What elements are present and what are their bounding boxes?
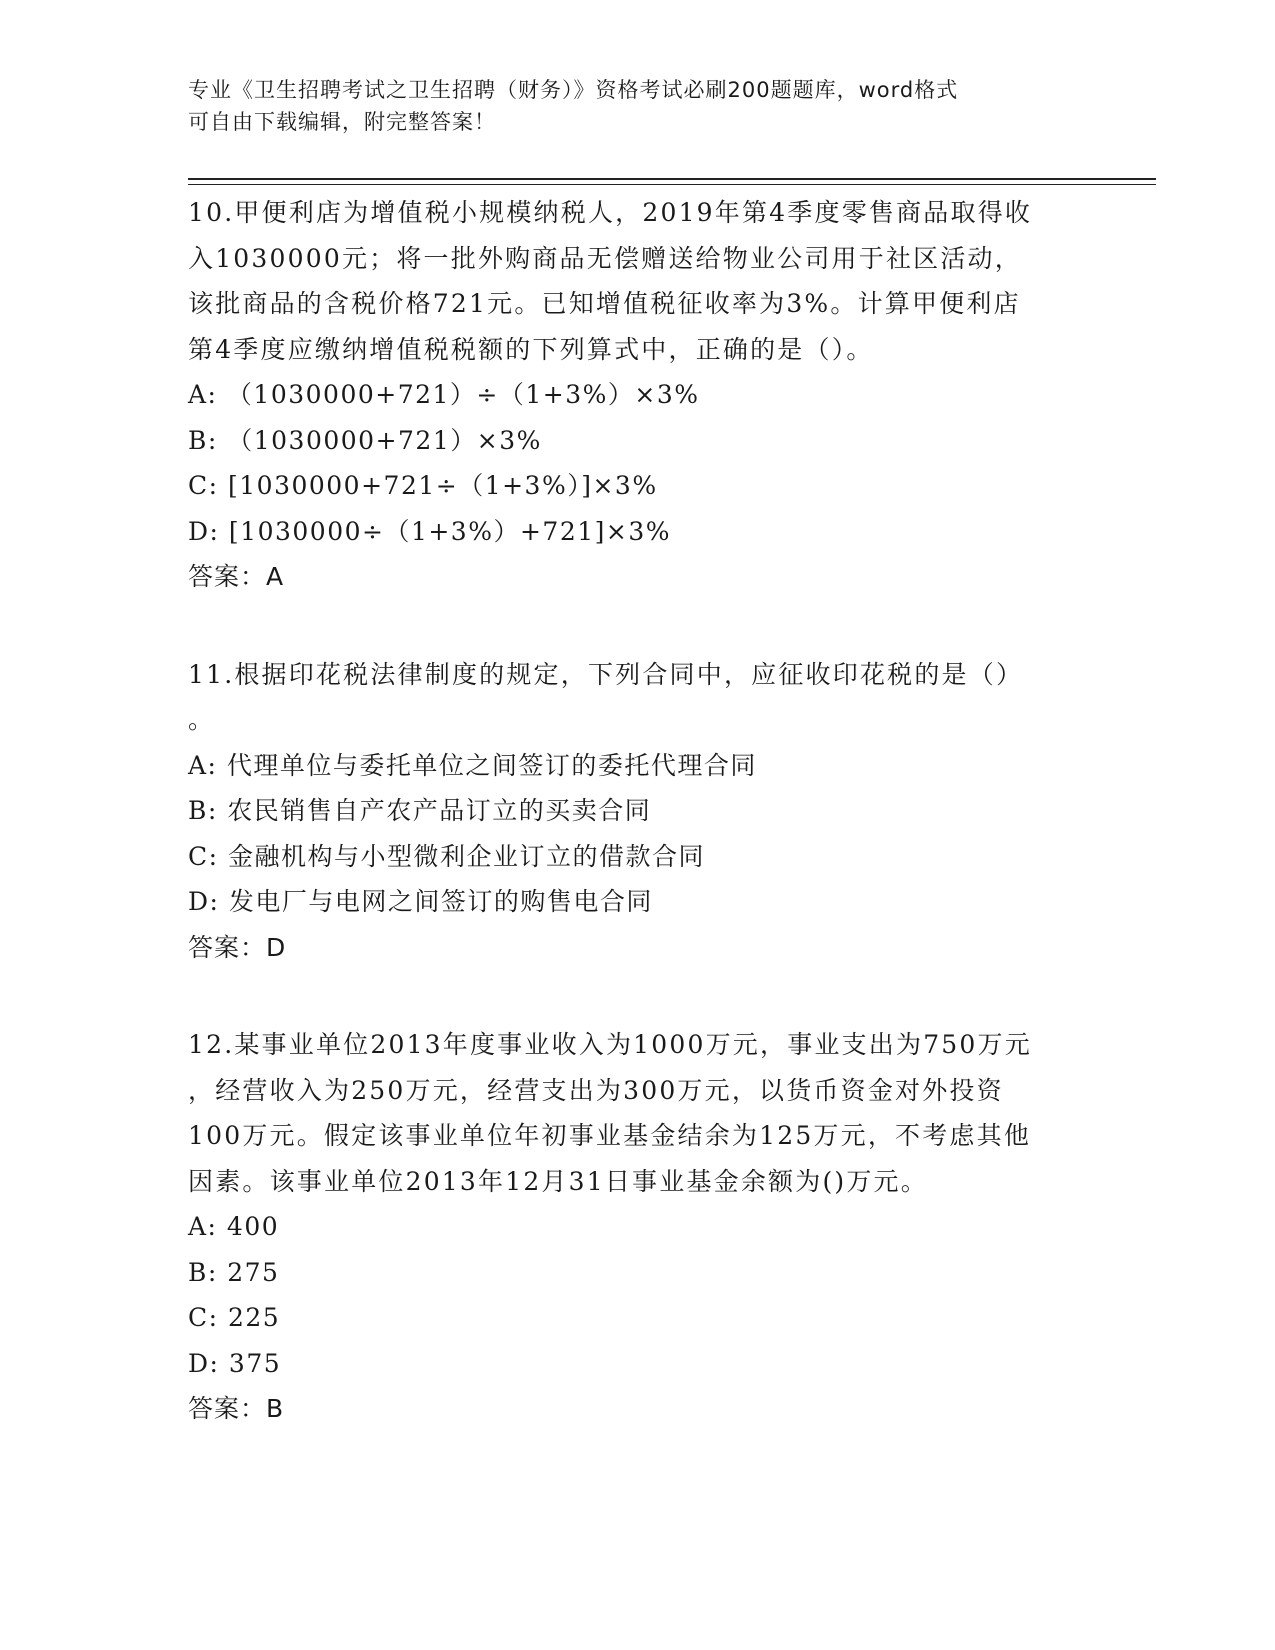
answer-label: 答案：A — [188, 562, 285, 591]
option-b: B: （1030000+721）×3% — [188, 425, 542, 455]
option-b: B: 275 — [188, 1257, 280, 1287]
question-stem-line: 100万元。假定该事业单位年初事业基金结余为125万元，不考虑其他 — [188, 1121, 1032, 1150]
question-stem-line: 第4季度应缴纳增值税税额的下列算式中，正确的是（）。 — [188, 334, 874, 364]
question-stem-line: 因素。该事业单位2013年12月31日事业基金余额为()万元。 — [188, 1166, 928, 1196]
question-stem-line: 该批商品的含税价格721元。已知增值税征收率为3%。计算甲便利店 — [188, 289, 1021, 318]
question-stem-line: ，经营收入为250万元，经营支出为300万元，以货币资金对外投资 — [188, 1075, 1004, 1105]
header-line-2: 可自由下载编辑，附完整答案！ — [188, 110, 496, 134]
header-divider-thick — [188, 178, 1156, 180]
option-a: A: （1030000+721）÷（1+3%）×3% — [188, 380, 700, 409]
option-c: C: 金融机构与小型微利企业订立的借款合同 — [188, 841, 705, 871]
document-header — [188, 74, 1088, 138]
option-a: A: 400 — [188, 1212, 280, 1241]
question-stem-line: 10.甲便利店为增值税小规模纳税人，2019年第4季度零售商品取得收 — [188, 198, 1033, 227]
option-d: D: [1030000÷（1+3%）+721]×3% — [188, 516, 671, 546]
option-b: B: 农民销售自产农产品订立的买卖合同 — [188, 796, 652, 825]
option-d: D: 发电厂与电网之间签订的购售电合同 — [188, 887, 653, 916]
question-10 — [188, 190, 1088, 600]
question-list — [188, 190, 1088, 1432]
header-divider-thin — [188, 184, 1156, 185]
header-line-1: 专业《卫生招聘考试之卫生招聘（财务）》资格考试必刷200题题库，word格式 — [188, 78, 959, 102]
question-stem-line: 入1030000元；将一批外购商品无偿赠送给物业公司用于社区活动， — [188, 243, 1022, 273]
answer-label: 答案：D — [188, 932, 287, 962]
option-c: C: [1030000+721÷（1+3%）]×3% — [188, 471, 658, 500]
question-12 — [188, 1022, 1088, 1432]
question-stem-line: 11.根据印花税法律制度的规定，下列合同中，应征收印花税的是（） — [188, 659, 1024, 689]
question-stem-line: 。 — [188, 705, 216, 734]
question-stem-line: 12.某事业单位2013年度事业收入为1000万元，事业支出为750万元 — [188, 1030, 1032, 1059]
option-d: D: 375 — [188, 1348, 282, 1378]
question-11 — [188, 652, 1088, 971]
answer-label: 答案：B — [188, 1394, 285, 1423]
option-a: A: 代理单位与委托单位之间签订的委托代理合同 — [188, 750, 757, 780]
option-c: C: 225 — [188, 1303, 281, 1332]
